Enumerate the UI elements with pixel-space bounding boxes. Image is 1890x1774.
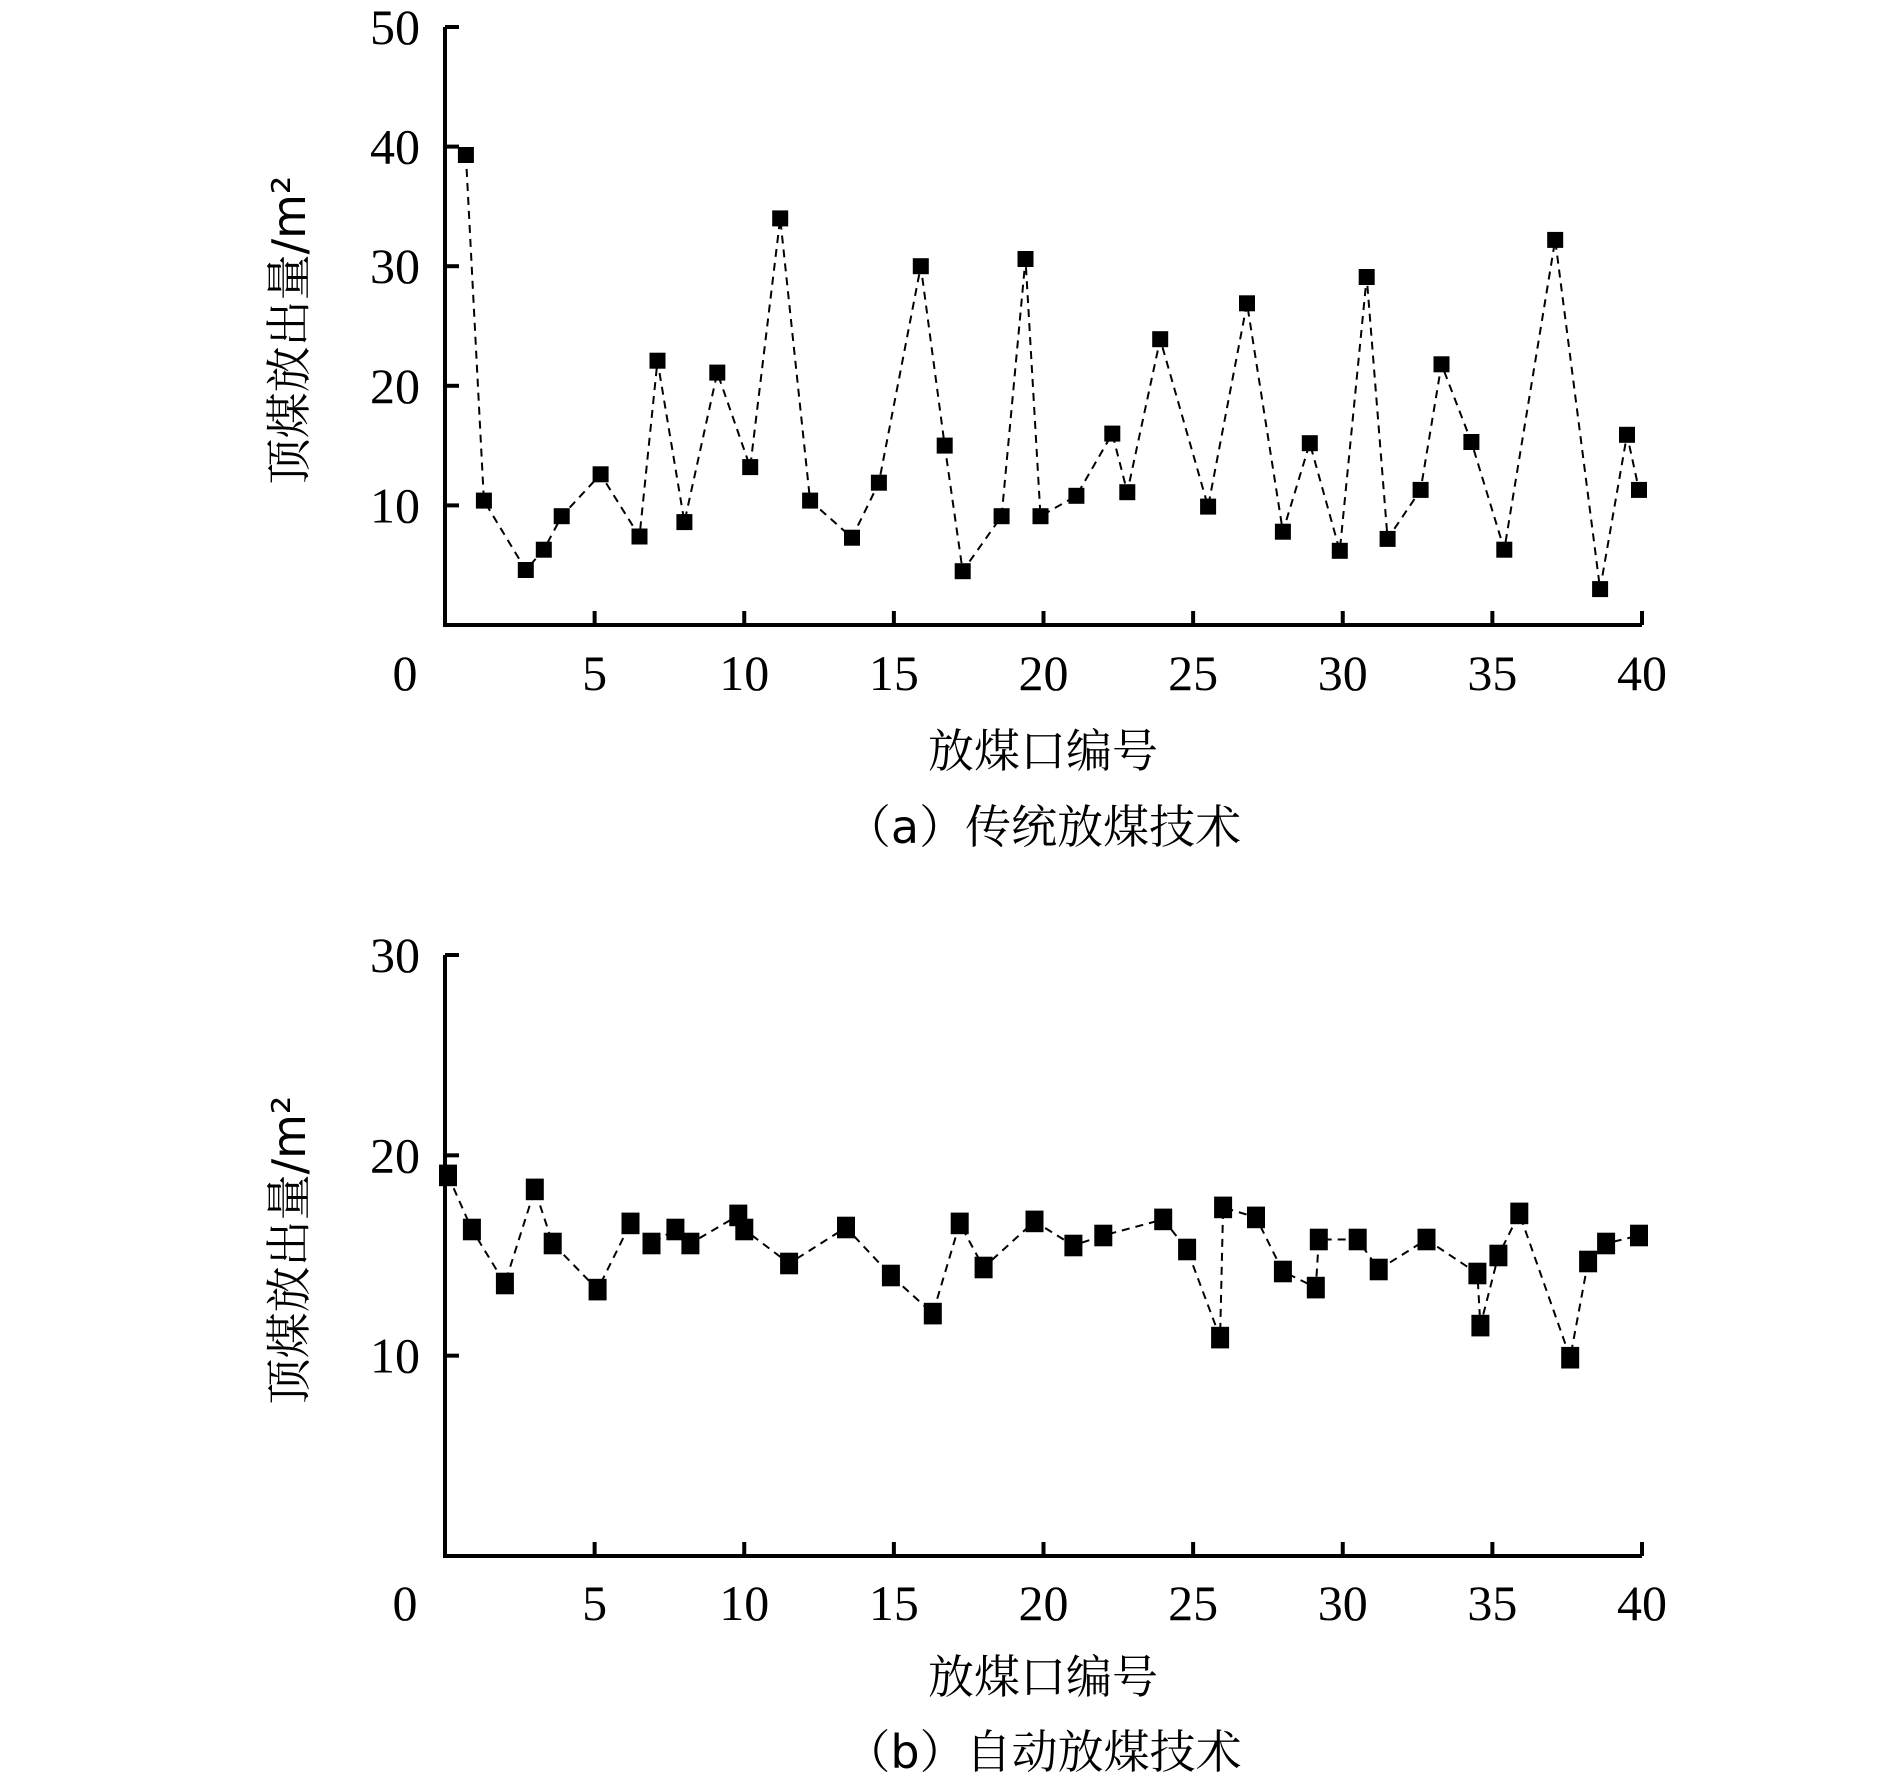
data-point bbox=[1239, 295, 1255, 311]
chart-panel-b bbox=[262, 927, 1667, 1774]
y-tick-label: 20 bbox=[370, 357, 420, 414]
data-point bbox=[593, 466, 609, 482]
data-point bbox=[1631, 482, 1647, 498]
data-point bbox=[735, 1219, 753, 1241]
data-point bbox=[837, 1217, 855, 1239]
data-point bbox=[643, 1233, 661, 1255]
data-point bbox=[439, 1165, 457, 1187]
data-point bbox=[1496, 542, 1512, 558]
data-point bbox=[951, 1213, 969, 1235]
y-tick-label: 30 bbox=[370, 238, 420, 295]
x-tick-label: 40 bbox=[1617, 1575, 1667, 1631]
data-point bbox=[1592, 581, 1608, 597]
x-tick-label: 30 bbox=[1317, 645, 1368, 701]
data-point bbox=[1468, 1263, 1486, 1285]
x-tick-label: 5 bbox=[582, 645, 608, 701]
series-a bbox=[458, 147, 1647, 597]
data-point bbox=[742, 459, 758, 475]
data-point bbox=[994, 508, 1010, 524]
data-point bbox=[1510, 1203, 1528, 1225]
data-point bbox=[1561, 1347, 1579, 1369]
data-point bbox=[955, 563, 971, 579]
data-point bbox=[476, 493, 492, 509]
data-point bbox=[1310, 1229, 1328, 1251]
y-tick-label: 20 bbox=[370, 1127, 420, 1184]
x-tick-label: 20 bbox=[1018, 645, 1069, 701]
data-point bbox=[1349, 1229, 1367, 1251]
data-point bbox=[1274, 1261, 1292, 1283]
data-point bbox=[1370, 1259, 1388, 1281]
data-point bbox=[1547, 232, 1563, 248]
data-point bbox=[458, 147, 474, 163]
data-point bbox=[518, 562, 534, 578]
data-point bbox=[1413, 482, 1429, 498]
data-point bbox=[536, 542, 552, 558]
data-point bbox=[1026, 1211, 1044, 1233]
data-point bbox=[1359, 269, 1375, 285]
data-point bbox=[882, 1265, 900, 1287]
data-point bbox=[526, 1179, 544, 1201]
data-point bbox=[622, 1213, 640, 1235]
x-tick-label: 15 bbox=[868, 645, 919, 701]
data-point bbox=[1380, 531, 1396, 547]
x-tick-label: 25 bbox=[1168, 645, 1219, 701]
caption-b: （b）自动放煤技术 bbox=[844, 1725, 1242, 1774]
data-point bbox=[1094, 1225, 1112, 1247]
x-tick-label: 10 bbox=[719, 1575, 770, 1631]
data-point bbox=[1630, 1225, 1648, 1247]
data-point bbox=[1619, 427, 1635, 443]
data-point bbox=[1178, 1239, 1196, 1261]
data-point bbox=[1332, 543, 1348, 559]
data-point bbox=[1200, 499, 1216, 515]
data-point bbox=[1307, 1277, 1325, 1299]
x-tick-label: 20 bbox=[1018, 1575, 1069, 1631]
data-point bbox=[1275, 524, 1291, 540]
data-point bbox=[676, 514, 692, 530]
x-tick-label: 5 bbox=[582, 1575, 608, 1631]
data-point bbox=[924, 1303, 942, 1325]
data-point bbox=[780, 1253, 798, 1275]
data-point bbox=[1104, 426, 1120, 442]
data-point bbox=[554, 508, 570, 524]
x-tick-label: 25 bbox=[1168, 1575, 1219, 1631]
data-point bbox=[1434, 356, 1450, 372]
data-point bbox=[544, 1233, 562, 1255]
data-point bbox=[913, 258, 929, 274]
data-point bbox=[1489, 1245, 1507, 1267]
data-point bbox=[1018, 251, 1034, 267]
data-point bbox=[937, 438, 953, 454]
x-tick-label: 0 bbox=[392, 1575, 418, 1631]
data-point bbox=[1068, 488, 1084, 504]
data-point bbox=[1463, 434, 1479, 450]
data-point bbox=[802, 493, 818, 509]
data-point bbox=[772, 210, 788, 226]
x-tick-label: 10 bbox=[719, 645, 770, 701]
data-point bbox=[463, 1219, 481, 1241]
series-line bbox=[466, 155, 1639, 589]
series-line bbox=[448, 1175, 1639, 1357]
y-tick-label: 10 bbox=[370, 477, 420, 534]
data-point bbox=[1471, 1315, 1489, 1337]
y-tick-label: 30 bbox=[370, 927, 420, 983]
x-axis-label-b: 放煤口编号 bbox=[928, 1650, 1158, 1704]
data-point bbox=[1152, 331, 1168, 347]
x-tick-label: 0 bbox=[392, 645, 418, 701]
data-point bbox=[1579, 1251, 1597, 1273]
data-point bbox=[632, 529, 648, 545]
chart-panel-a bbox=[262, 0, 1667, 854]
data-point bbox=[1154, 1209, 1172, 1231]
data-point bbox=[709, 365, 725, 381]
series-b bbox=[439, 1165, 1648, 1369]
data-point bbox=[1418, 1229, 1436, 1251]
y-tick-label: 50 bbox=[370, 0, 420, 55]
y-axis-label-a: 顶煤放出量/m² bbox=[262, 175, 316, 485]
x-axis-label-a: 放煤口编号 bbox=[928, 724, 1158, 778]
data-point bbox=[975, 1257, 993, 1279]
data-point bbox=[871, 475, 887, 491]
ticks-a bbox=[370, 0, 1667, 701]
data-point bbox=[844, 530, 860, 546]
data-point bbox=[1119, 484, 1135, 500]
data-point bbox=[681, 1233, 699, 1255]
data-point bbox=[650, 353, 666, 369]
caption-a: （a）传统放煤技术 bbox=[844, 800, 1242, 854]
data-point bbox=[496, 1273, 514, 1295]
y-tick-label: 40 bbox=[370, 118, 420, 175]
data-point bbox=[1064, 1235, 1082, 1257]
x-tick-label: 15 bbox=[868, 1575, 919, 1631]
x-tick-label: 40 bbox=[1617, 645, 1667, 701]
data-point bbox=[1597, 1233, 1615, 1255]
y-axis-label-b: 顶煤放出量/m² bbox=[262, 1095, 316, 1405]
data-point bbox=[1033, 508, 1049, 524]
data-point bbox=[1214, 1197, 1232, 1219]
y-tick-label: 10 bbox=[370, 1327, 420, 1384]
x-tick-label: 30 bbox=[1317, 1575, 1368, 1631]
data-point bbox=[1302, 435, 1318, 451]
data-point bbox=[1247, 1207, 1265, 1229]
data-point bbox=[589, 1279, 607, 1301]
x-tick-label: 35 bbox=[1467, 645, 1518, 701]
x-tick-label: 35 bbox=[1467, 1575, 1518, 1631]
data-point bbox=[1211, 1327, 1229, 1349]
